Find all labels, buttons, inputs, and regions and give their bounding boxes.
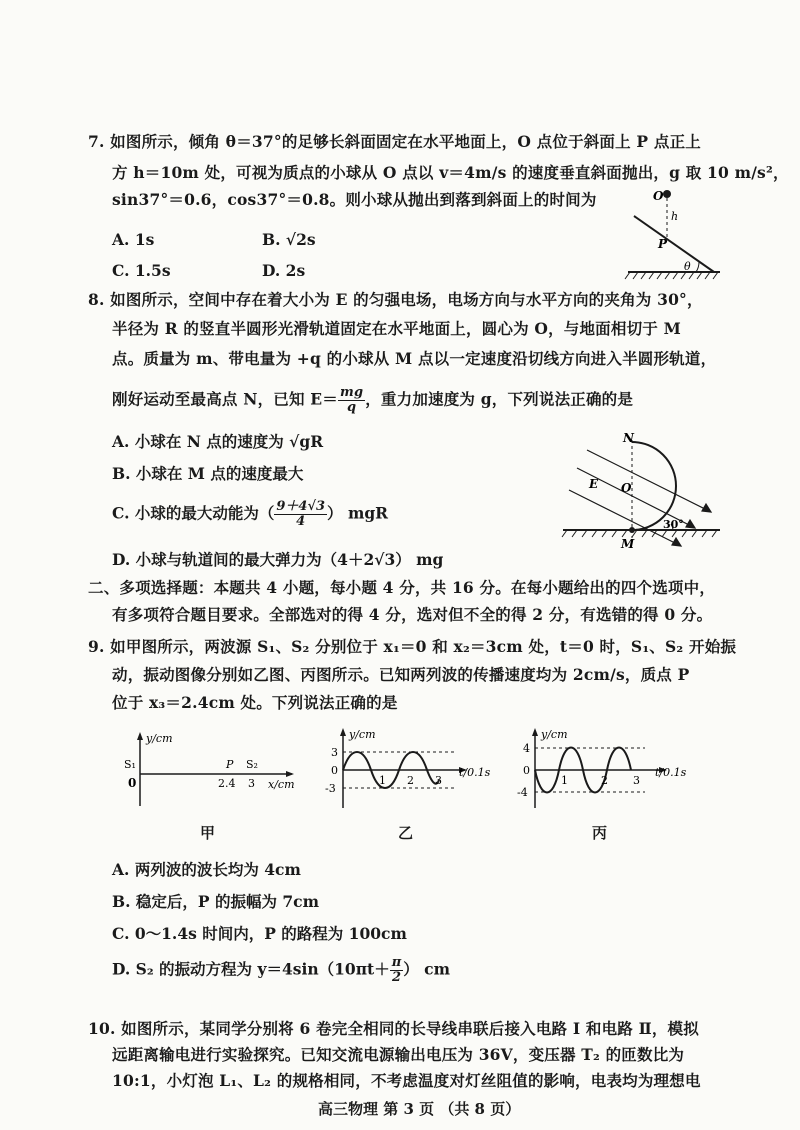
q8-option-c-pre: C. 小球的最大动能为（ — [112, 503, 275, 523]
section-2-line-1: 二、多项选择题：本题共 4 小题，每小题 4 分，共 16 分。在每小题给出的四个选项中， — [88, 578, 716, 597]
theta-arc — [696, 262, 699, 272]
phase-fraction-den: 2 — [391, 970, 401, 985]
phase-fraction — [390, 956, 404, 985]
label-e: E — [589, 477, 599, 491]
y-arrow — [137, 732, 143, 740]
label-p: P — [226, 758, 234, 771]
label-o: O — [653, 189, 664, 203]
tick-3: 3 — [435, 774, 442, 787]
phase-fraction-num: π — [391, 955, 402, 970]
q8-option-b: B. 小球在 M 点的速度最大 — [112, 464, 304, 483]
tick-zero: 0 — [331, 764, 338, 777]
tick-bottom: -4 — [517, 786, 528, 799]
y-arrow — [532, 728, 538, 736]
q9-option-a: A. 两列波的波长均为 4cm — [112, 860, 301, 879]
fig-yi — [315, 722, 495, 812]
q10-line-3: 10:1，小灯泡 L₁、L₂ 的规格相同，不考虑温度对灯丝阻值的影响，电表均为理想电 — [112, 1071, 701, 1090]
q7-line-3: sin37°＝0.6，cos37°＝0.8。则小球从抛出到落到斜面上的时间为 — [112, 190, 597, 209]
q8-option-d: D. 小球与轨道间的最大弹力为（4＋2√3） mg — [112, 550, 444, 569]
ground-hatch — [562, 530, 717, 537]
ball-o — [663, 190, 671, 198]
section-2-line-2: 有多项符合题目要求。全部选对的得 4 分，选对但不全的得 2 分，有选错的得 0 分。 — [112, 605, 713, 624]
e-fraction — [338, 386, 365, 415]
q8-line-4-pre: 刚好运动至最高点 N，已知 E＝ — [112, 389, 338, 409]
incline-line — [634, 216, 714, 272]
q7-line-2: 方 h＝10m 处，可视为质点的小球从 O 点以 v＝4m/s 的速度垂直斜面抛出，g 取 10 m/s²， — [112, 163, 789, 182]
q8-option-a: A. 小球在 N 点的速度为 √gR — [112, 432, 324, 451]
q8-field-figure — [555, 430, 735, 550]
e-fraction-num: mg — [339, 385, 364, 400]
y-label: y/cm — [146, 732, 173, 745]
label-h: h — [671, 210, 679, 223]
label-angle: 30° — [663, 518, 684, 531]
q8-option-c-post: ） mgR — [327, 503, 389, 523]
fig-jia — [120, 728, 305, 808]
label-p: P — [658, 237, 668, 251]
kinetic-fraction — [274, 500, 327, 529]
tick-2-4: 2.4 — [218, 777, 236, 790]
tick-bottom: -3 — [325, 782, 336, 795]
caption-jia: 甲 — [200, 824, 216, 842]
q7-option-b: B. √2s — [262, 230, 316, 249]
tick-3: 3 — [248, 777, 255, 790]
kinetic-fraction-num: 9＋4√3 — [276, 499, 326, 514]
ground-hatch — [625, 272, 718, 279]
q9-line-3: 位于 x₃＝2.4cm 处。下列说法正确的是 — [112, 693, 398, 712]
e-fraction-den: q — [346, 400, 357, 415]
q9-line-2: 动，振动图像分别如乙图、丙图所示。已知两列波的传播速度均为 2cm/s，质点 P — [112, 665, 690, 684]
page-footer: 高三物理 第 3 页 （共 8 页） — [318, 1100, 521, 1118]
label-origin: 0 — [128, 776, 137, 790]
tick-zero: 0 — [523, 764, 530, 777]
label-theta: θ — [684, 260, 691, 273]
t-label: t/0.1s — [655, 766, 687, 779]
y-label: y/cm — [349, 728, 376, 741]
caption-bing: 丙 — [592, 824, 608, 842]
y-arrow — [340, 728, 346, 736]
q8-option-c — [112, 500, 388, 529]
x-arrow — [286, 771, 294, 777]
q8-line-4 — [112, 386, 633, 415]
caption-yi: 乙 — [398, 824, 414, 842]
q9-line-1: 9. 如甲图所示，两波源 S₁、S₂ 分别位于 x₁＝0 和 x₂＝3cm 处，t＝0 时，S₁、S₂ 开始振 — [88, 637, 737, 656]
q7-option-c: C. 1.5s — [112, 261, 171, 280]
q9-option-d — [112, 956, 450, 985]
q10-line-1: 10. 如图所示，某同学分别将 6 卷完全相同的长导线串联后接入电路 Ⅰ 和电路 Ⅱ，模拟 — [88, 1019, 699, 1038]
label-s1: S₁ — [124, 758, 136, 771]
label-s2: S₂ — [246, 758, 258, 771]
q7-line-1: 7. 如图所示，倾角 θ＝37°的足够长斜面固定在水平地面上，O 点位于斜面上 P 点正上 — [88, 132, 701, 151]
fig-bing — [515, 722, 700, 812]
label-n: N — [623, 431, 634, 445]
tick-top: 3 — [331, 746, 338, 759]
t-label: t/0.1s — [459, 766, 491, 779]
q8-line-3: 点。质量为 m、带电量为 +q 的小球从 M 点以一定速度沿切线方向进入半圆形轨道， — [112, 349, 717, 368]
q8-line-2: 半径为 R 的竖直半圆形光滑轨道固定在水平地面上，圆心为 O，与地面相切于 M — [112, 319, 681, 338]
q9-option-d-pre: D. S₂ 的振动方程为 y＝4sin（10πt＋ — [112, 959, 390, 979]
label-m: M — [621, 537, 635, 550]
field-lines — [569, 450, 711, 546]
point-m — [629, 527, 635, 533]
q8-line-1: 8. 如图所示，空间中存在着大小为 E 的匀强电场，电场方向与水平方向的夹角为 30°， — [88, 290, 703, 309]
tick-1: 1 — [561, 774, 568, 787]
label-o: O — [621, 481, 632, 495]
q9-option-c: C. 0～1.4s 时间内，P 的路程为 100cm — [112, 924, 407, 943]
q9-option-d-post: ） cm — [403, 959, 450, 979]
tick-2: 2 — [407, 774, 414, 787]
q7-incline-figure — [620, 180, 730, 285]
q7-option-d: D. 2s — [262, 261, 306, 280]
x-label: x/cm — [268, 778, 295, 791]
tick-1: 1 — [379, 774, 386, 787]
tick-2: 2 — [601, 774, 608, 787]
kinetic-fraction-den: 4 — [296, 514, 306, 529]
q10-line-2: 远距离输电进行实验探究。已知交流电源输出电压为 36V，变压器 T₂ 的匝数比为 — [112, 1045, 685, 1064]
semicircle-track — [632, 442, 676, 530]
q8-line-4-post: ，重力加速度为 g，下列说法正确的是 — [365, 389, 634, 409]
tick-3: 3 — [633, 774, 640, 787]
q7-option-a: A. 1s — [112, 230, 155, 249]
y-label: y/cm — [541, 728, 568, 741]
tick-top: 4 — [523, 742, 530, 755]
q9-option-b: B. 稳定后，P 的振幅为 7cm — [112, 892, 319, 911]
